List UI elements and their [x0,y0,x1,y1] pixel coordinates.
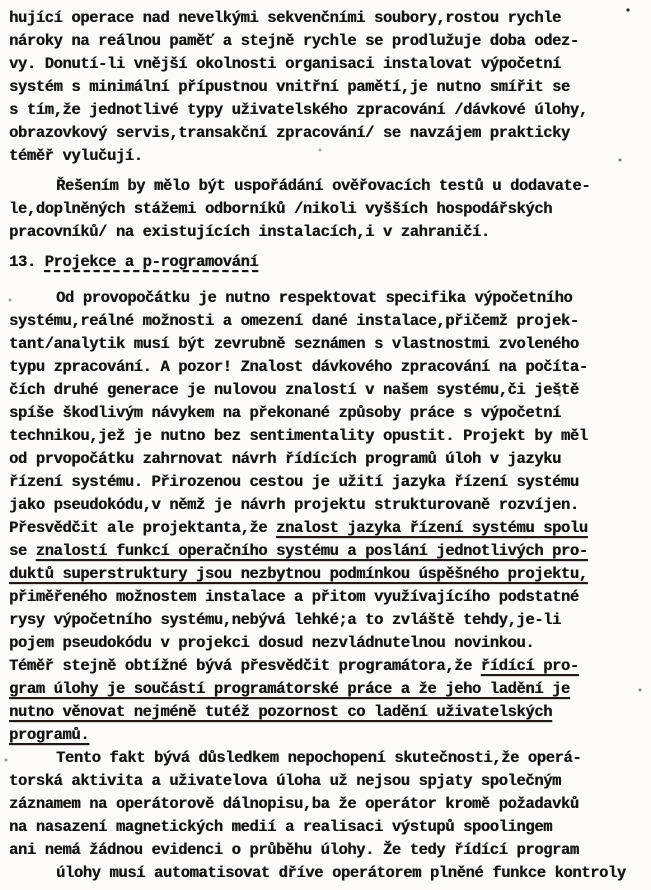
text-segment: přiměřeného možnostem instalace a přitom využívajícího podstatné [9,588,579,606]
underlined-text-segment: znalost jazyka řízení systému spolu [276,519,588,537]
text-segment: Tento fakt bývá důsledkem nepochopení skutečnosti,že operá- [56,749,582,767]
text-segment: Téměř stejně obtížné bývá přesvědčit programátora,že [9,657,481,675]
text-line [9,678,645,701]
text-segment: na nasazení magnetických medií a realisaci výstupů spoolingem [9,818,552,836]
text-segment: Řešením by mělo být uspořádání ověřovacích testů u dodavate- [56,177,591,195]
text-line [9,494,645,517]
text-segment: rysy výpočetního systému,nebývá lehké;a to zvláště tehdy,je-li [9,611,561,629]
text-line [9,7,645,30]
document-lines [9,7,645,885]
text-line [9,586,645,609]
text-line [9,175,645,198]
text-segment: 13. [9,253,45,271]
text-line [9,747,645,770]
text-line [9,724,645,747]
text-segment: Od provopočátku je nutno respektovat specifika výpočetního [56,289,573,307]
text-segment: záznamem na operátorově dálnopisu,ba že operátor kromě požadavků [9,795,579,813]
text-line [9,609,645,632]
section-heading [9,251,645,274]
text-segment: le,doplněných stážemi odborníků /nikoli vyšších hospodářských [9,200,552,218]
underlined-text-segment: gram úlohy je součástí programátorské práce a že jeho ladění je [9,680,570,698]
text-line [9,793,645,816]
text-line [9,53,645,76]
underlined-text-segment: řídící pro- [480,657,579,675]
text-line [9,356,645,379]
text-segment: se [9,542,36,560]
text-segment: úlohy musí automatisovat dříve operátorem plněné funkce kontroly [56,864,626,882]
text-line [9,379,645,402]
text-segment: spíše škodlivým návykem na překonané způsoby práce s výpočetní [9,404,561,422]
text-segment: pracovníků/ na existujících instalacích,i v zahraničí. [9,223,490,241]
text-segment: pojem pseudokódu v projekci dosud nezvládnutelnou novinkou. [9,634,535,652]
text-line [9,517,645,540]
text-line [9,76,645,99]
text-segment: technikou,jež je nutno bez sentimentality opustit. Projekt by měl [9,427,588,445]
text-line [9,333,645,356]
text-line [9,816,645,839]
text-segment: téměř vylučují. [9,147,143,165]
text-segment: obrazovkový servis,transakční zpracování/ se navzájem prakticky [9,124,570,142]
text-line [9,770,645,793]
text-line [9,471,645,494]
text-segment: vy. Donutí-li vnější okolnosti organisaci instalovat výpočetní [9,55,561,73]
text-segment: jako pseudokódu,v němž je návrh projektu strukturovaně rozvíjen. [9,496,579,514]
text-line [9,198,645,221]
text-line [9,287,645,310]
text-line [9,540,645,563]
text-segment: řízení systému. Přirozenou cestou je užití jazyka řízení systému [9,473,579,491]
text-segment: ani nemá žádnou evidenci o průběhu úlohy. Že tedy řídící program [9,841,579,859]
text-line [9,862,645,885]
text-line [9,632,645,655]
text-line [9,221,645,244]
text-line [9,425,645,448]
text-segment: tant/analytik musí být zevrubně seznámen s vlastnostmi zvoleného [9,335,579,353]
text-line [9,99,645,122]
text-line [9,448,645,471]
text-segment: typu zpracování. A pozor! Znalost dávkového zpracování na počíta- [9,358,588,376]
underlined-text-segment: nutno věnovat nejméně tutéž pozornost co ladění uživatelských [9,703,552,721]
text-line [9,701,645,724]
text-line [9,310,645,333]
text-segment: nároky na reálnou paměť a stejně rychle se prodlužuje doba odez- [9,32,579,50]
text-line [9,655,645,678]
text-segment: hující operace nad nevelkými sekvenčními soubory,rostou rychle [9,9,561,27]
underlined-text-segment: programů. [9,726,90,744]
text-segment: čích druhé generace je nulovou znalostí v našem systému,či ještě [9,381,579,399]
text-line [9,563,645,586]
text-segment: systém s minimální přípustnou vnitřní pamětí,je nutno smířit se [9,78,570,96]
text-line [9,30,645,53]
text-line [9,145,645,168]
text-segment: Přesvědčit ale projektanta,že [9,519,277,537]
underlined-text-segment: Projekce a p-rogramování [44,253,259,271]
underlined-text-segment: duktů superstruktury jsou nezbytnou podmínkou úspěšného projektu, [9,565,588,583]
underlined-text-segment: znalostí funkcí operačního systému a poslání jednotlivých pro- [35,542,588,560]
text-segment: systému,reálné možnosti a omezení dané instalace,přičemž projek- [9,312,579,330]
text-segment: torská aktivita a uživatelova úloha už nejsou spjaty společným [9,772,561,790]
text-segment: od prvopočátku zahrnovat návrh řídících programů úloh v jazyku [9,450,561,468]
text-line [9,402,645,425]
text-segment: s tím,že jednotlivé typy uživatelského zpracování /dávkové úlohy, [9,101,588,119]
text-line [9,122,645,145]
text-line [9,839,645,862]
